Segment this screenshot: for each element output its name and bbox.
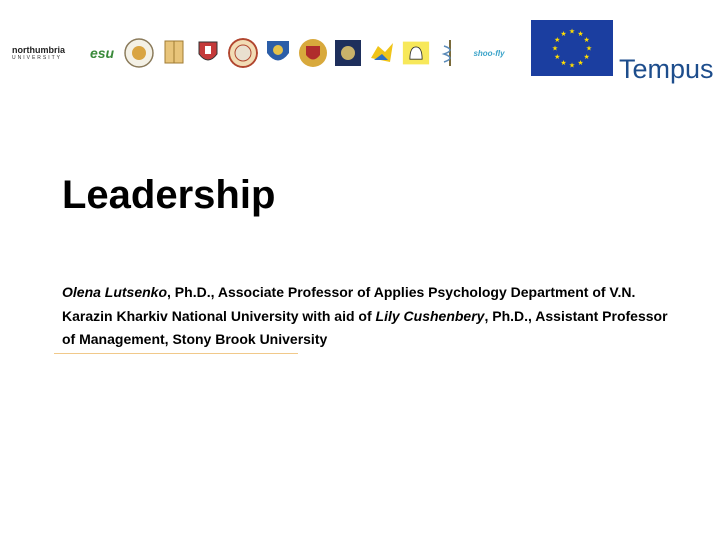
eu-star-icon: ★ (583, 54, 590, 61)
eu-star-icon: ★ (568, 62, 576, 70)
divider-line (54, 353, 298, 354)
university-seal-logo-1 (124, 38, 154, 68)
esu-logo (86, 45, 118, 61)
slide-title: Leadership (62, 173, 276, 217)
eu-star-icon: ★ (560, 60, 567, 68)
eu-star-icon: ★ (585, 45, 593, 53)
eu-flag-logo (531, 20, 613, 76)
eu-star-icon: ★ (554, 54, 561, 61)
tempus-logo-text: Tempus (619, 54, 714, 84)
eu-star-icon: ★ (583, 37, 590, 44)
esu-logo-text: esu (89, 45, 115, 61)
authors-paragraph (62, 281, 682, 352)
eu-star-icon: ★ (560, 30, 567, 38)
eu-star-icon: ★ (568, 28, 576, 36)
author1-description: , Ph.D., Associate Professor of Applies Psychology Department of V.N. Karazin Kharkiv National University with aid of (62, 284, 636, 324)
bell-logo (402, 38, 430, 68)
caduceus-logo (436, 38, 464, 68)
eu-star-icon: ★ (551, 45, 559, 53)
navy-emblem-logo (334, 38, 362, 68)
partner-logos-strip (12, 30, 508, 76)
map-emblem-logo (368, 38, 396, 68)
shoo-fly-logo-text: shoo-fly (473, 48, 505, 58)
northumbria-logo-subtext: UNIVERSITY (12, 54, 63, 61)
eu-star-icon: ★ (554, 37, 561, 44)
university-crest-logo (194, 38, 222, 68)
eu-star-icon: ★ (577, 30, 584, 38)
eu-star-icon: ★ (577, 60, 584, 68)
author2-name: Lily Cushenbery (375, 307, 485, 324)
shoo-fly-logo (470, 49, 508, 58)
author1-name: Olena Lutsenko (62, 284, 168, 300)
coat-of-arms-logo-2 (298, 38, 328, 68)
eu-stars (531, 20, 613, 76)
university-seal-logo-2 (228, 38, 258, 68)
book-crest-logo (160, 38, 188, 68)
northumbria-logo-text: northumbria (12, 44, 65, 55)
northumbria-logo (12, 45, 80, 62)
author2-description: , Ph.D., Assistant Professor of Management, Stony Brook University (62, 307, 668, 347)
coat-of-arms-logo-1 (264, 38, 292, 68)
